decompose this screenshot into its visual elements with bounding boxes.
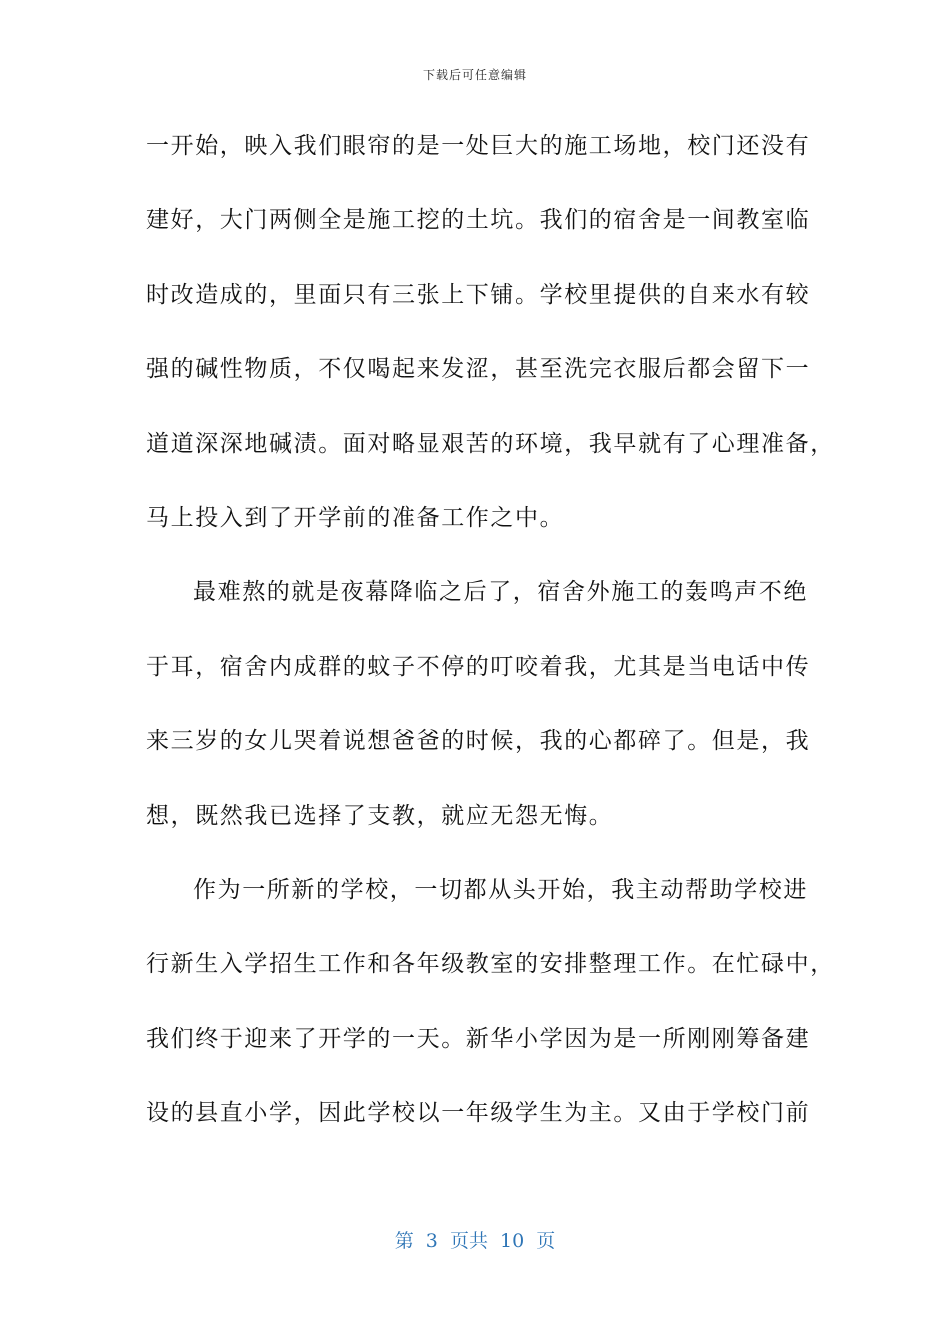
body-line-9: 来三岁的女儿哭着说想爸爸的时候，我的心都碎了。但是，我 bbox=[146, 728, 811, 755]
body-line-5: 道道深深地碱渍。面对略显艰苦的环境，我早就有了心理准备， bbox=[146, 430, 835, 457]
body-line-1: 一开始，映入我们眼帘的是一处巨大的施工场地，校门还没有 bbox=[146, 133, 811, 159]
body-line-13: 我们终于迎来了开学的一天。新华小学因为是一所刚刚筹备建 bbox=[146, 1025, 811, 1052]
page-header: 下载后可任意编辑 bbox=[422, 68, 527, 82]
body-line-6: 马上投入到了开学前的准备工作之中。 bbox=[146, 504, 565, 531]
page-number-footer: 第 3 页共 10 页 bbox=[394, 1230, 556, 1252]
body-line-2: 建好，大门两侧全是施工挖的土坑。我们的宿舍是一间教室临 bbox=[146, 207, 811, 234]
body-line-4: 强的碱性物质，不仅喝起来发涩，甚至洗完衣服后都会留下一 bbox=[146, 356, 811, 383]
body-line-12: 行新生入学招生工作和各年级教室的安排整理工作。在忙碌中， bbox=[146, 951, 835, 978]
body-line-3: 时改造成的，里面只有三张上下铺。学校里提供的自来水有较 bbox=[146, 281, 811, 308]
document-body bbox=[146, 129, 835, 1170]
body-line-8: 于耳，宿舍内成群的蚊子不停的叮咬着我，尤其是当电话中传 bbox=[146, 653, 811, 680]
body-line-10: 想，既然我已选择了支教，就应无怨无悔。 bbox=[146, 802, 614, 829]
body-line-14: 设的县直小学，因此学校以一年级学生为主。又由于学校门前 bbox=[146, 1100, 811, 1127]
body-line-11: 作为一所新的学校，一切都从头开始，我主动帮助学校进 bbox=[193, 876, 808, 903]
body-line-7: 最难熬的就是夜幕降临之后了，宿舍外施工的轰鸣声不绝 bbox=[193, 579, 808, 606]
